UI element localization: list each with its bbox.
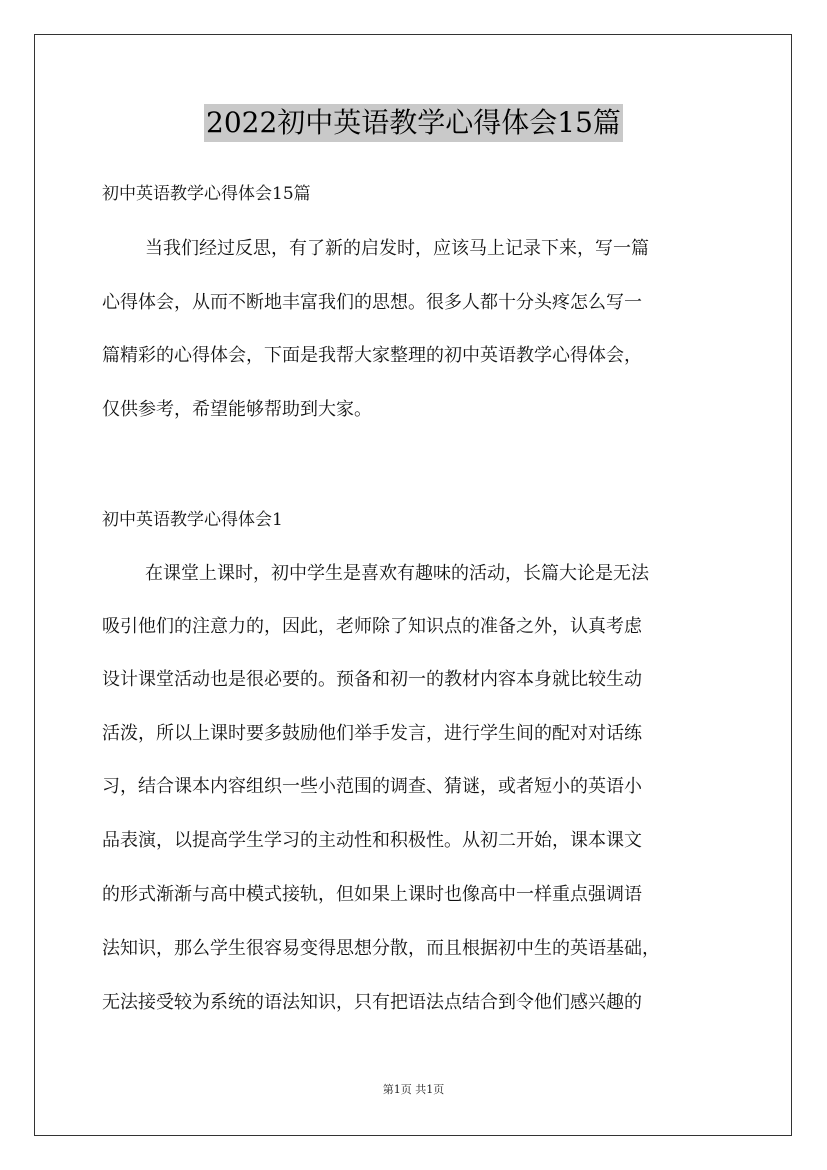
document-title: 2022初中英语教学心得体会15篇 xyxy=(204,104,623,142)
page-number: 第1页 共1页 xyxy=(382,1083,445,1096)
body-line: 设计课堂活动也是很必要的。预备和初一的教材内容本身就比较生动 xyxy=(102,669,642,690)
body-line: 法知识，那么学生很容易变得思想分散，而且根据初中生的英语基础， xyxy=(102,938,660,959)
intro-line: 篇精彩的心得体会，下面是我帮大家整理的初中英语教学心得体会， xyxy=(102,345,642,366)
body-line: 活泼，所以上课时要多鼓励他们举手发言，进行学生间的配对对话练 xyxy=(102,723,642,744)
section-heading: 初中英语教学心得体会15篇 xyxy=(102,184,311,204)
intro-line: 当我们经过反思，有了新的启发时，应该马上记录下来，写一篇 xyxy=(145,238,649,259)
title-container xyxy=(0,104,827,142)
intro-line: 心得体会，从而不断地丰富我们的思想。很多人都十分头疼怎么写一 xyxy=(102,292,642,313)
body-line: 吸引他们的注意力的，因此，老师除了知识点的准备之外，认真考虑 xyxy=(102,616,642,637)
intro-line: 仅供参考，希望能够帮助到大家。 xyxy=(102,399,372,420)
body-line: 的形式渐渐与高中模式接轨，但如果上课时也像高中一样重点强调语 xyxy=(102,884,642,905)
page-footer xyxy=(0,1083,827,1097)
body-line: 习，结合课本内容组织一些小范围的调查、猜谜，或者短小的英语小 xyxy=(102,776,642,797)
body-line: 品表演，以提高学生学习的主动性和积极性。从初二开始，课本课文 xyxy=(102,830,642,851)
body-line: 无法接受较为系统的语法知识，只有把语法点结合到令他们感兴趣的 xyxy=(102,992,642,1013)
body-line: 在课堂上课时，初中学生是喜欢有趣味的活动，长篇大论是无法 xyxy=(145,563,649,584)
section-heading: 初中英语教学心得体会1 xyxy=(102,510,283,530)
